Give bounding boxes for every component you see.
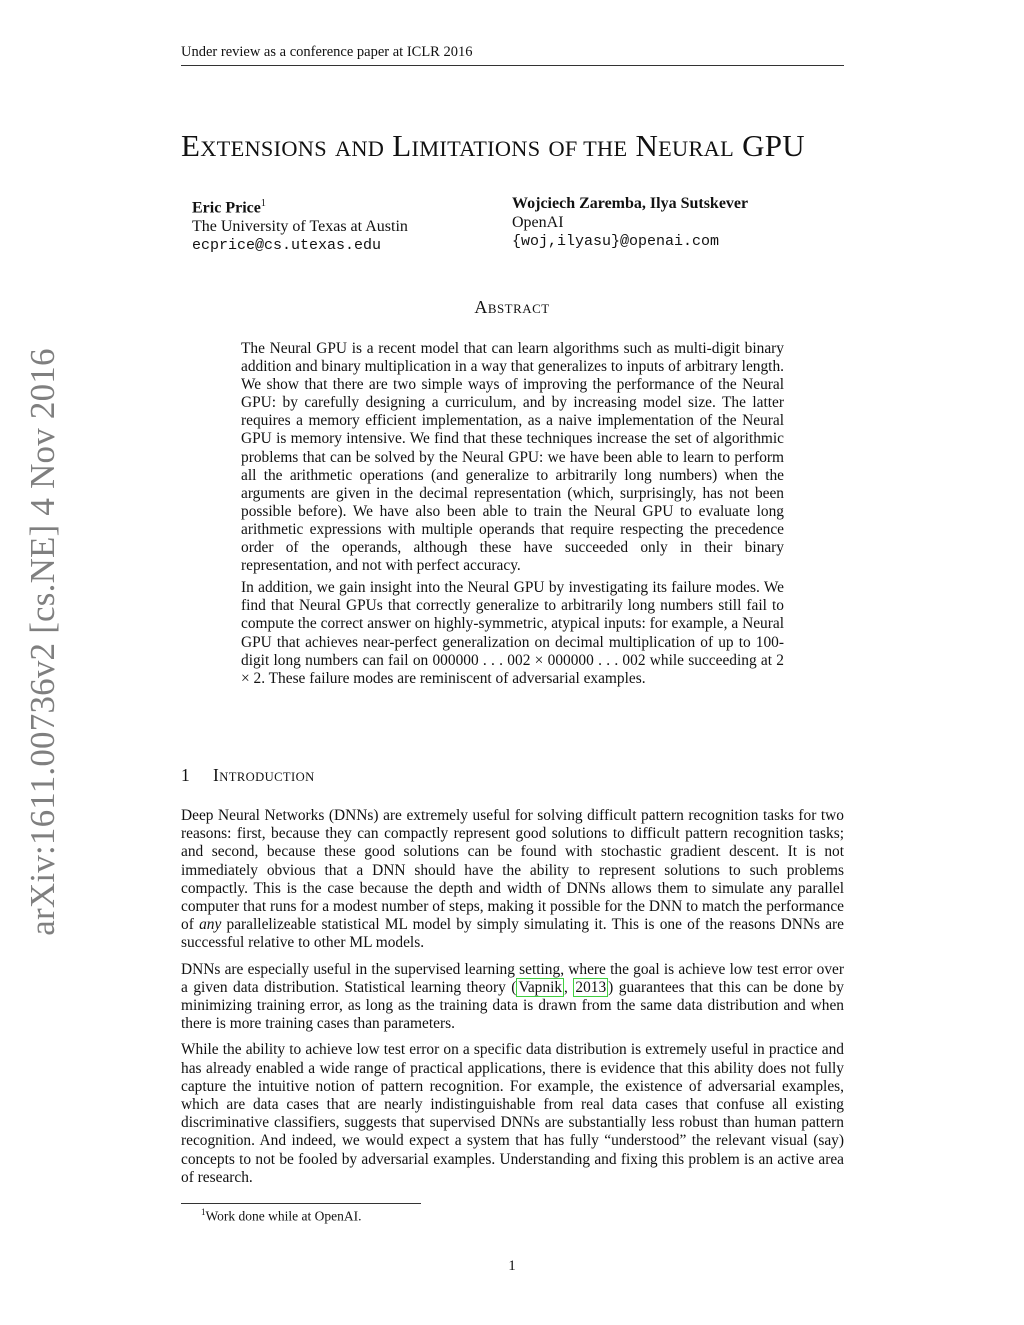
abstract-paragraph: In addition, we gain insight into the Neural GPU by investigating its failure modes. We find that Neural GPUs that correctly generalize to arbitrarily long numbers still fail to compute the correct answer on highly-symmetric, atypical inputs: for example, a Neural GPU that achieves near-perfect generalization on decimal multiplication of up to 100-digit long numbers can fail on 000000 . . . 002 × 000000 . . . 002 while succeeding at 2 × 2. These failure modes are reminiscent of adversarial examples.	[241, 579, 784, 687]
title-smallcaps: IMITATIONS	[411, 136, 541, 161]
title-smallcaps: XTENSIONS	[200, 136, 327, 161]
footnote	[201, 1207, 362, 1225]
paper-title	[181, 128, 861, 164]
emphasis: any	[199, 916, 222, 934]
footnote-rule	[181, 1203, 421, 1204]
author-name: Wojciech Zaremba, Ilya Sutskever	[512, 195, 749, 212]
abstract-paragraph: The Neural GPU is a recent model that can learn algorithms such as multi-digit binary addition and binary multiplication in a way that generalizes to inputs of arbitrary length. We show that there are two simple ways of improving the performance of the Neural GPU: by carefully designing a curriculum, and by increasing model size. The latter requires a memory efficient implementation, as a naive implementation of the Neural GPU is memory intensive. We find that these techniques increase the set of algorithmic problems that can be solved by the Neural GPU: we have been able to learn to perform all the arithmetic operations (and generalize to arbitrarily long numbers) when the arguments are given in the decimal representation (which, surprisingly, has not been possible before). We have also been able to train the Neural GPU to evaluate long arithmetic expressions with multiple operands that require respecting the precedence order of the operands, although these have succeeded only in their binary representation, and not with perfect accuracy.	[241, 340, 784, 575]
abstract-heading	[0, 297, 1024, 318]
title-smallcaps: OF THE	[548, 136, 628, 161]
section-number: 1	[181, 765, 191, 785]
heading-smallcaps: BSTRACT	[487, 301, 550, 316]
footnote-text: Work done while at OpenAI.	[205, 1208, 362, 1224]
text-run: DNNs are especially useful in the supervised learning setting, where the goal is achieve low test error over a given data distribution. Statistical learning theory (	[181, 960, 844, 996]
introduction-body	[181, 807, 844, 1195]
abstract	[241, 340, 784, 692]
author-name: Eric Price	[192, 199, 261, 217]
footnote-mark: 1	[201, 1207, 206, 1217]
citation-link[interactable]: Vapnik	[518, 978, 563, 996]
author-email: {woj,ilyasu}@openai.com	[512, 233, 720, 250]
title-cap: N	[635, 128, 659, 163]
title-smallcaps: EURAL	[658, 136, 734, 161]
section-title-smallcaps: NTRODUCTION	[219, 770, 315, 784]
title-word: GPU	[742, 128, 805, 163]
title-smallcaps: AND	[334, 136, 385, 161]
body-paragraph: While the ability to achieve low test error on a specific data distribution is extremely useful in practice and has already enabled a wide range of practical applications, there is evidence that this ability does not fully capture the intuitive notion of pattern recognition. For example, the existence of adversarial examples, which are data cases that are nearly indistinguishable from real data cases that confuse all existing discriminative classifiers, suggests that supervised DNNs are substantially less robust than human pattern recognition. And indeed, we would expect a system that has fully “understood” the relevant visual (say) concepts to not be fooled by adversarial examples. Understanding and fixing this problem is an active area of research.	[181, 1041, 844, 1186]
text-run: ) guarantees that this can be done by minimizing training error, as long as the training data is drawn from the same data distribution and when there is more training cases than parameters.	[181, 978, 844, 1033]
author-block-1	[192, 194, 408, 255]
citation-year-link[interactable]: 2013	[575, 978, 607, 996]
author-block-2	[512, 194, 748, 251]
heading-cap: A	[474, 297, 488, 317]
page-number: 1	[508, 1258, 516, 1274]
section-heading-introduction	[181, 765, 315, 786]
footnote-mark: 1	[260, 198, 266, 209]
text-run: Deep Neural Networks (DNNs) are extremely useful for solving difficult pattern recognition tasks for two reasons: first, because they can compactly represent good solutions to difficult pattern recognition tasks; and second, because these good solutions can be found with stochastic gradient descent. It is not immediately obvious that a DNN should have the ability to represent solutions to such problems compactly. This is the case because the depth and width of DNNs allows them to simulate any parallel computer that runs for a modest number of steps, making it possible for the DNN to match the performance of	[181, 807, 844, 934]
title-cap: L	[392, 128, 412, 163]
text-run: parallelizeable statistical ML model by simply simulating it. This is one of the reasons DNNs are successful relative to other ML models.	[181, 916, 844, 952]
body-paragraph: DNNs are especially useful in the supervised learning setting, where the goal is achieve low test error over a given data distribution. Statistical learning theory ( Vapnik , 2013 ) guarantees that this can be done by minimizing training error, as long as the training data is drawn from the same data distribution and when there is more training cases than parameters.	[181, 960, 844, 1033]
section-title-cap: I	[213, 765, 220, 785]
running-header: Under review as a conference paper at ICLR 2016	[181, 44, 844, 66]
title-cap: E	[181, 128, 201, 163]
author-email: ecprice@cs.utexas.edu	[192, 237, 382, 255]
author-affiliation: The University of Texas at Austin	[192, 218, 408, 236]
arxiv-stamp-text: arXiv:1611.00736v2 [cs.NE] 4 Nov 2016	[23, 348, 62, 936]
body-paragraph	[181, 807, 844, 953]
author-affiliation: OpenAI	[512, 214, 564, 231]
